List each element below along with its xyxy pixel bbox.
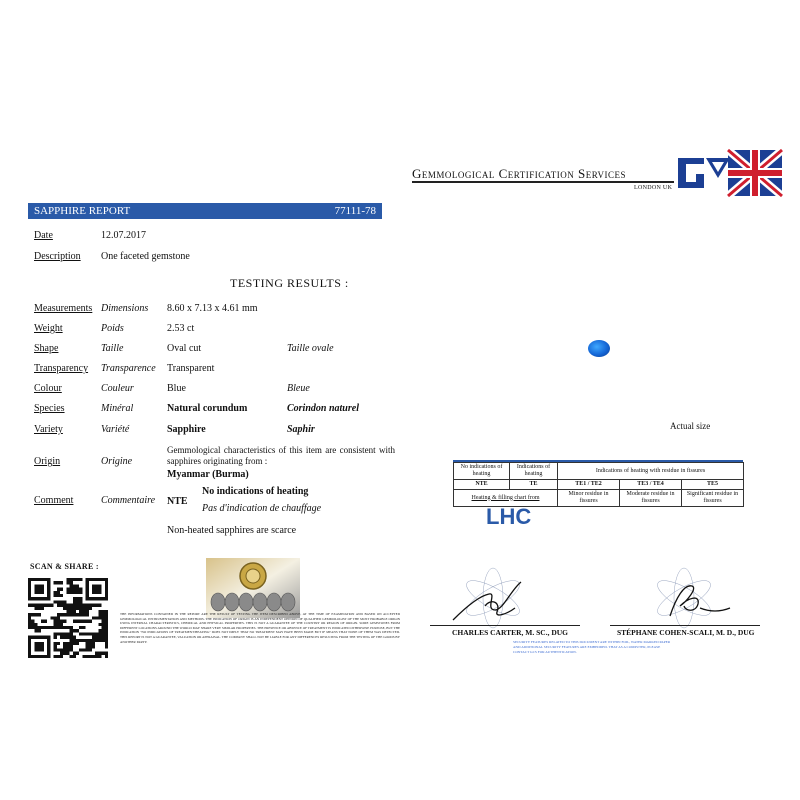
heating-col1-code: NTE bbox=[454, 480, 510, 490]
transparency-label: Transparency bbox=[34, 363, 89, 374]
security-fine-print: SECURITY FEATURES RELATED TO THIS DOCUMENT ARE WITHIN FOIL, WATER MARKED PAPER AND ADDITIONAL SECURITY FEATURES ARE EMBEDDED. THAT AS A COMPUTER, PLEASE CONTACT GCS FOR AUTHENTICATION. bbox=[513, 640, 671, 654]
shape-fr-label: Taille bbox=[101, 343, 124, 354]
organization-name: Gemmological Certification Services bbox=[412, 166, 627, 181]
species-label: Species bbox=[34, 403, 65, 414]
heating-sub-code: TE5 bbox=[682, 480, 744, 490]
lhc-logo-text: LHC bbox=[486, 504, 532, 529]
shape-value: Oval cut bbox=[167, 343, 202, 354]
lhc-logo-icon bbox=[484, 500, 532, 530]
origin-label: Origin bbox=[34, 456, 61, 467]
variety-value: Sapphire bbox=[167, 424, 206, 435]
report-title-bar bbox=[28, 203, 382, 219]
measurements-label: Measurements bbox=[34, 303, 93, 314]
signature-line bbox=[610, 625, 760, 626]
species-value-fr: Corindon naturel bbox=[287, 403, 359, 414]
heating-sub-code: TE1 / TE2 bbox=[558, 480, 620, 490]
heating-chart-link[interactable]: Heating & filling chart from bbox=[454, 490, 558, 507]
scan-share-label: SCAN & SHARE : bbox=[30, 562, 99, 571]
origin-fr-label: Origine bbox=[101, 456, 133, 467]
heating-sub-desc: Significant residue in fissures bbox=[682, 490, 744, 507]
signature-cohen-scali-icon bbox=[640, 568, 736, 624]
report-number: 77111-78 bbox=[334, 205, 376, 217]
comment-extra: Non-heated sapphires are scarce bbox=[167, 525, 297, 536]
colour-value: Blue bbox=[167, 383, 186, 394]
comment-label: Comment bbox=[34, 495, 74, 506]
actual-size-label: Actual size bbox=[670, 421, 711, 431]
weight-fr-label: Poids bbox=[101, 323, 124, 334]
transparency-value: Transparent bbox=[167, 363, 215, 374]
colour-fr-label: Couleur bbox=[101, 383, 134, 394]
colour-value-fr: Bleue bbox=[287, 383, 310, 394]
shape-value-fr: Taille ovale bbox=[287, 343, 334, 354]
hologram-seal-icon bbox=[206, 558, 300, 618]
gemstone-image bbox=[588, 340, 610, 357]
measurements-fr-label: Dimensions bbox=[101, 303, 149, 314]
heating-col3-header: Indications of heating with residue in fissures bbox=[558, 463, 744, 480]
comment-value: No indications of heating bbox=[202, 486, 309, 497]
qr-code-icon[interactable] bbox=[28, 578, 108, 658]
weight-value: 2.53 ct bbox=[167, 323, 195, 334]
testing-results-heading: TESTING RESULTS : bbox=[230, 276, 349, 290]
variety-label: Variety bbox=[34, 424, 63, 435]
origin-value: Myanmar (Burma) bbox=[167, 469, 249, 480]
heating-sub-desc: Moderate residue in fissures bbox=[620, 490, 682, 507]
disclaimer-text: THE INFORMATIONS CONTAINED IN THE REPORT ARE THE RESULT OF TESTING THE ITEM DESCRIBED ABOVE, AT THE TIME OF EXAMINATION AND BASED ON ACCEPTED GEMMOLOGICAL INSTRUMENTATION AND METHODS. THE INDICATION OF ORIGIN IS AN INDEPENDENT OPINION OF QUALIFIED GEMMOLOGIST OF THE MOST PROBABLE ORIGIN USING INTERNAL CHARACTERISTICS, CHEMICAL AND PHYSICAL PROPERTIES. THIS IS NOT A GUARANTEE OF THE COUNTRY OR REGION OF ORIGIN. SOME GEMSTONES FROM DIFFERENT LOCATIONS AROUND THE WORLD MAY SHARE VERY SIMILAR PROPERTIES. THE PRESENCE OR ABSENCE OF TREATMENT IS INDICATED OTHERWISE PURPOSE, BUT THE INDICATION "NO INDICATIONS OF TREATMENT/HEATING" DOES NOT IMPLY THAT NO TREATMENT MAY HAVE BEEN MADE BUT IF MEANS THAT NONE OF THEM WAS DETECTED. THIS REPORT IS NOT A GUARANTEE, VALUATION OR APPRAISAL. THE COMPANY SHALL NOT BE LIABLE FOR ANY DIFFERENCES RESULTING FROM THE TESTING OF THE GOODS BY ANOTHER PARTY. bbox=[120, 612, 400, 644]
species-fr-label: Minéral bbox=[101, 403, 134, 414]
header-divider bbox=[412, 181, 674, 183]
comment-code: NTE bbox=[167, 496, 188, 507]
gcs-logo-icon bbox=[676, 148, 782, 198]
comment-value-fr: Pas d'indication de chauffage bbox=[202, 503, 322, 514]
colour-label: Colour bbox=[34, 383, 62, 394]
species-value: Natural corundum bbox=[167, 403, 248, 414]
heating-sub-desc: Minor residue in fissures bbox=[558, 490, 620, 507]
heating-sub-code: TE3 / TE4 bbox=[620, 480, 682, 490]
signatory-carter: CHARLES CARTER, M. SC., DUG bbox=[452, 628, 568, 637]
signature-carter-icon bbox=[445, 568, 541, 624]
date-label: Date bbox=[34, 230, 53, 241]
shape-label: Shape bbox=[34, 343, 59, 354]
weight-label: Weight bbox=[34, 323, 63, 334]
heating-col1-header: No indications of heating bbox=[454, 463, 510, 480]
comment-fr-label: Commentaire bbox=[101, 495, 156, 506]
variety-value-fr: Saphir bbox=[287, 424, 315, 435]
signature-line bbox=[430, 625, 580, 626]
description-value: One faceted gemstone bbox=[101, 251, 190, 262]
report-title: SAPPHIRE REPORT bbox=[34, 205, 131, 217]
variety-fr-label: Variété bbox=[101, 424, 130, 435]
date-value: 12.07.2017 bbox=[101, 230, 146, 241]
transparency-fr-label: Transparence bbox=[101, 363, 156, 374]
heating-col2-header: Indications of heating bbox=[510, 463, 558, 480]
signatory-cohen-scali: STÉPHANE COHEN-SCALI, M. D., DUG bbox=[617, 628, 755, 637]
heating-col2-code: TE bbox=[510, 480, 558, 490]
description-label: Description bbox=[34, 251, 81, 262]
origin-note: Gemmological characteristics of this item are consistent with sapphires originating from : bbox=[167, 445, 395, 466]
organization-city: LONDON UK bbox=[634, 185, 673, 191]
measurements-value: 8.60 x 7.13 x 4.61 mm bbox=[167, 303, 258, 314]
